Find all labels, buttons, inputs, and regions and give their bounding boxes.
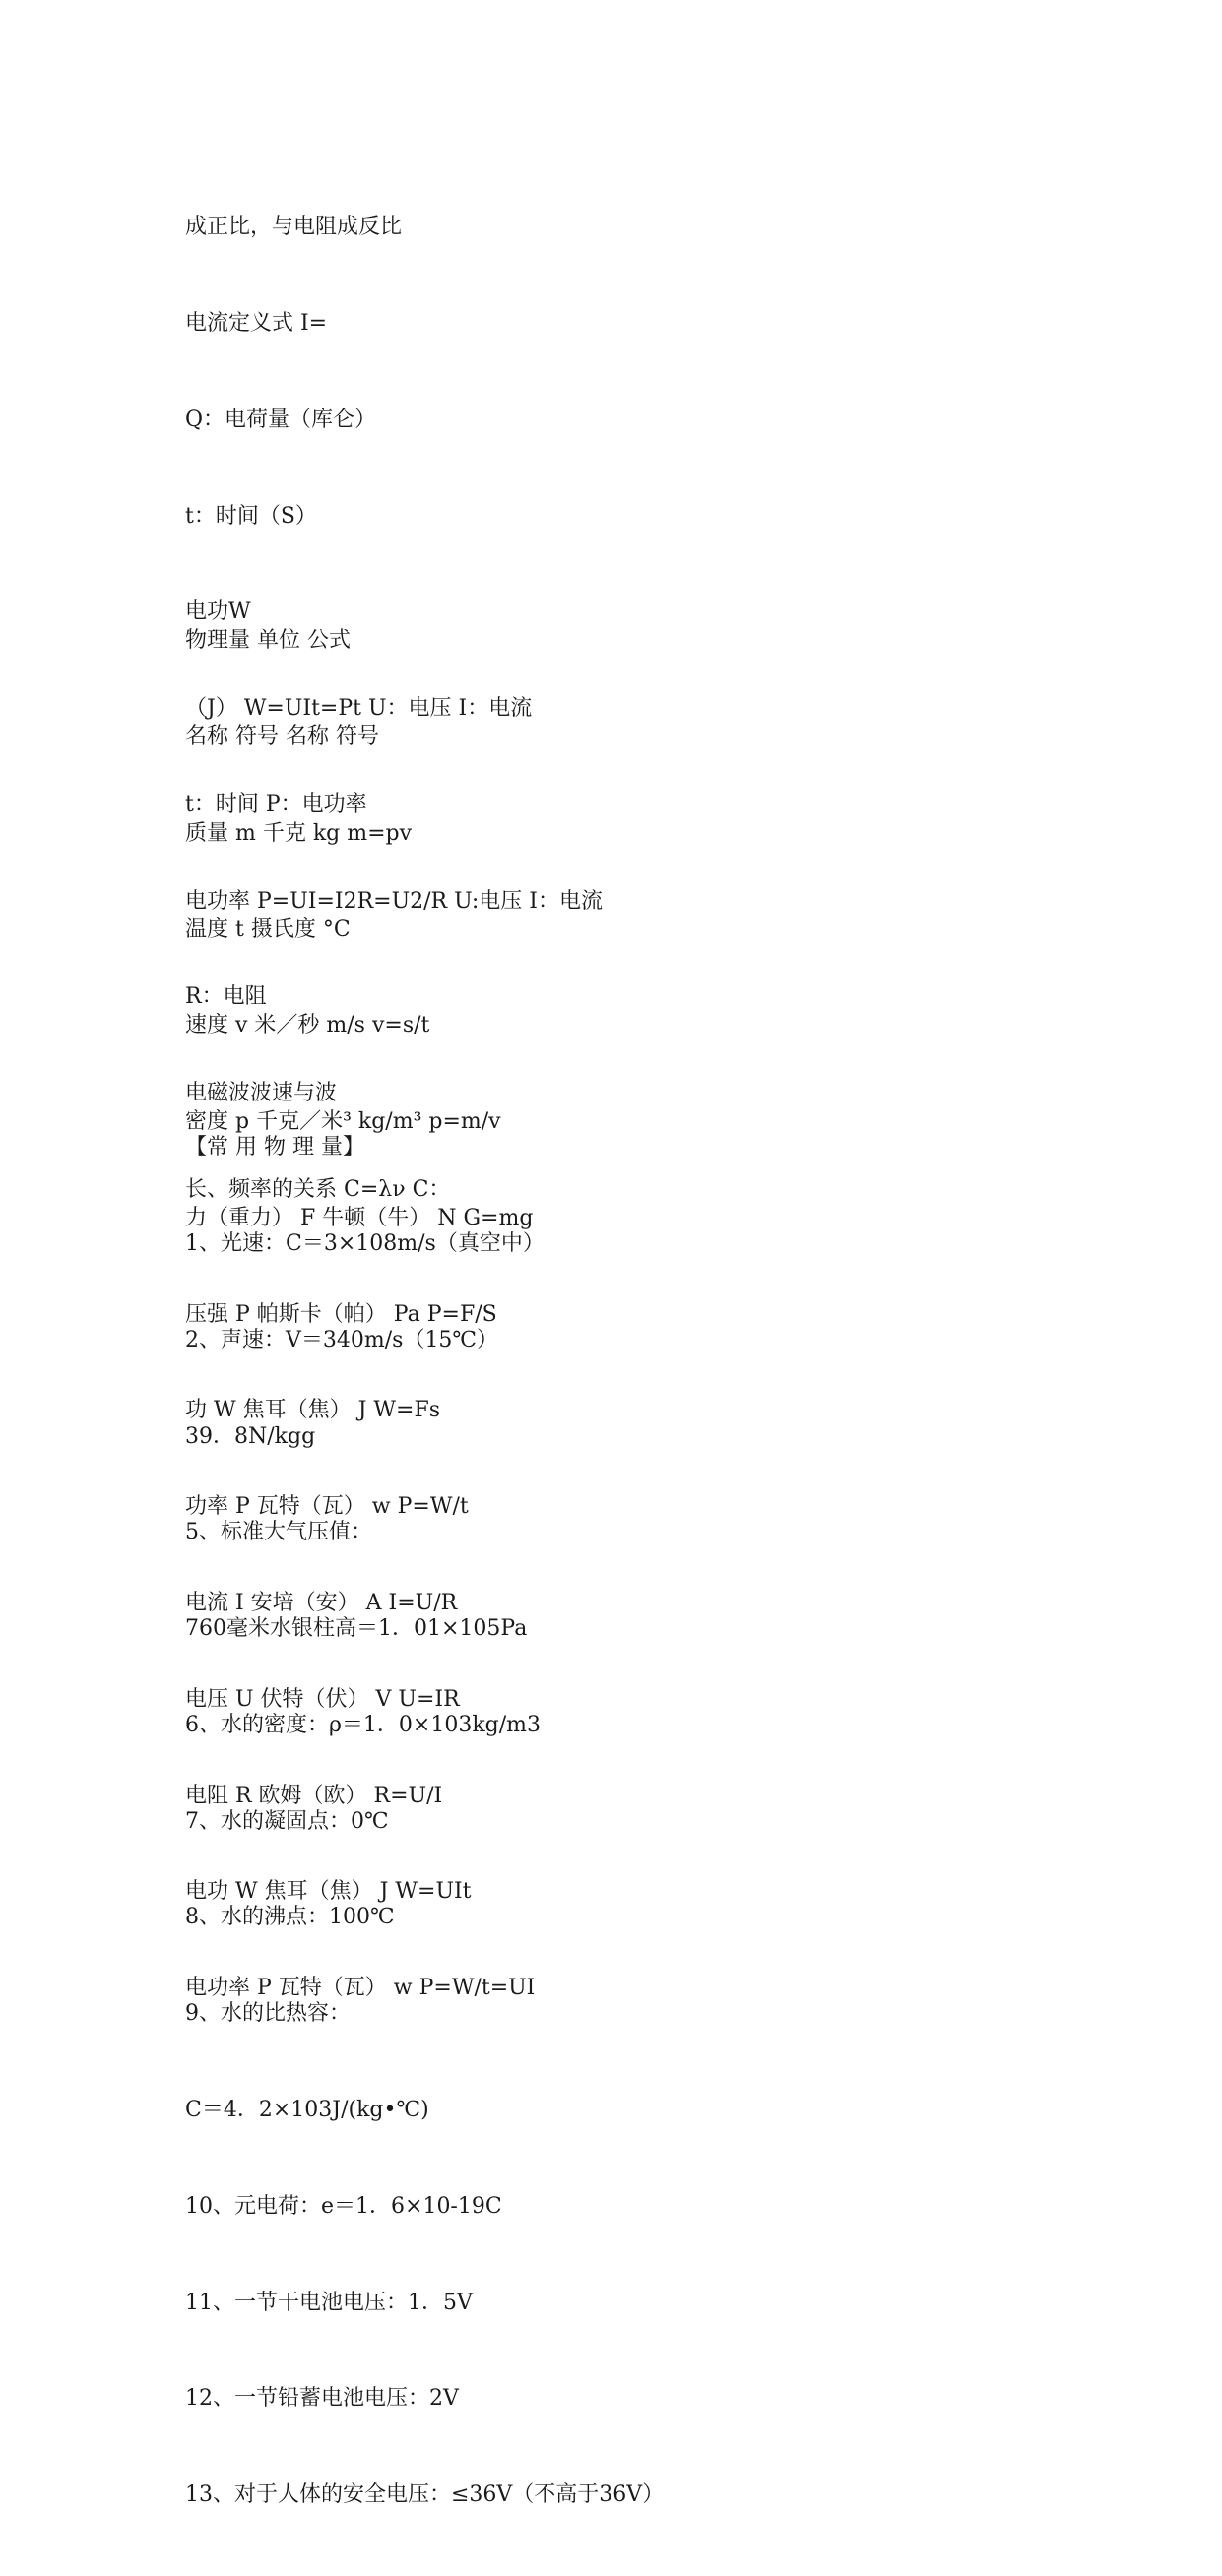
list-item: 1、光速：C＝3×108m/s（真空中） (185, 1230, 545, 1256)
table-row: 质量 m 千克 kg m=pv (185, 820, 413, 846)
list-item: 39．8N/kgg (185, 1423, 316, 1449)
list-item: 5、标准大气压值： (185, 1520, 372, 1545)
table-row: 密度 p 千克／米³ kg/m³ p=m/v (185, 1109, 501, 1135)
text-line: 成正比，与电阻成反比 (185, 215, 403, 240)
section-heading: 【常 用 物 理 量】 (185, 1135, 364, 1161)
table-row: 电流 I 安培（安） A I=U/R (185, 1591, 458, 1615)
table-row: 电压 U 伏特（伏） V U=IR (185, 1686, 460, 1712)
list-item: 10、元电荷：e＝1．6×10-19C (185, 2193, 502, 2219)
list-item: 8、水的沸点：100℃ (185, 1905, 395, 1930)
list-item: 9、水的比热容： (185, 2001, 351, 2027)
table-row: 电功 W 焦耳（焦） J W=UIt (185, 1879, 472, 1905)
list-item: 760毫米水银柱高＝1．01×105Pa (185, 1616, 528, 1642)
table-header-line: 物理量 单位 公式 (185, 628, 351, 654)
list-item: 12、一节铅蓄电池电压：2V (185, 2386, 459, 2412)
text-line: t：时间 P：电功率 (185, 791, 367, 817)
text-line: 电功率 P=UI=I2R=U2/R U:电压 I：电流 (185, 888, 603, 913)
table-row: 速度 v 米／秒 m/s v=s/t (185, 1013, 430, 1038)
text-line: t：时间（S） (185, 503, 317, 529)
list-item: 7、水的凝固点：0℃ (185, 1808, 389, 1834)
list-item: 2、声速：V＝340m/s（15℃） (185, 1327, 499, 1352)
text-line: 电功W (185, 599, 251, 625)
table-row: 温度 t 摄氏度 °C (185, 916, 351, 942)
text-line: 长、频率的关系 C=λν C： (185, 1177, 451, 1202)
table-row: 力（重力） F 牛顿（牛） N G=mg (185, 1205, 534, 1230)
list-item: C＝4．2×103J/(kg•℃) (185, 2098, 429, 2122)
list-item: 6、水的密度：ρ＝1．0×103kg/m3 (185, 1712, 542, 1737)
list-item: 11、一节干电池电压：1．5V (185, 2290, 473, 2315)
table-row: 电阻 R 欧姆（欧） R=U/I (185, 1783, 443, 1808)
text-line: （J） W=UIt=Pt U：电压 I：电流 (185, 696, 533, 722)
common-constants-section (185, 1068, 664, 2576)
list-item: 13、对于人体的安全电压：≤36V（不高于36V） (185, 2482, 665, 2508)
text-line: 电磁波波速与波 (185, 1081, 338, 1106)
text-line: R：电阻 (185, 984, 267, 1010)
table-row: 功率 P 瓦特（瓦） w P=W/t (185, 1494, 469, 1520)
text-line: Q：电荷量（库仑） (185, 407, 377, 432)
table-row: 功 W 焦耳（焦） J W=Fs (185, 1398, 441, 1423)
table-subheader-line: 名称 符号 名称 符号 (185, 723, 379, 749)
table-row: 电功率 P 瓦特（瓦） w P=W/t=UI (185, 1976, 536, 2001)
table-row: 压强 P 帕斯卡（帕） Pa P=F/S (185, 1301, 497, 1327)
text-line: 电流定义式 I= (185, 310, 328, 336)
